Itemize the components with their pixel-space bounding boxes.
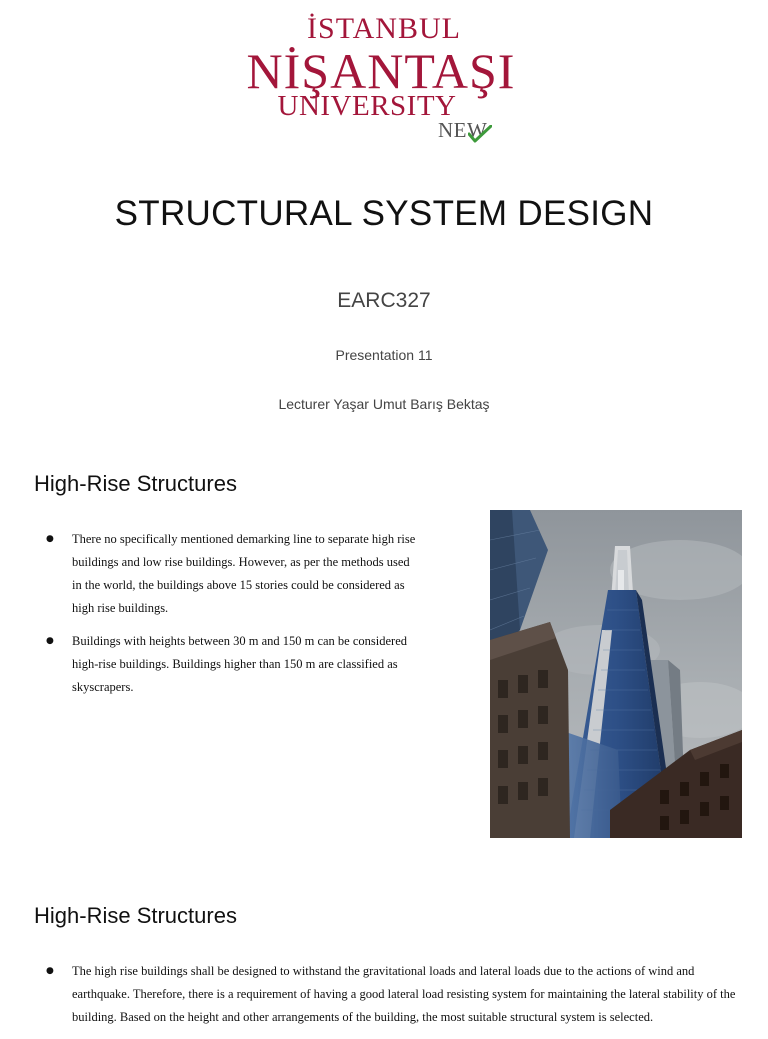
bullet-list (72, 528, 417, 709)
presentation-number: Presentation 11 (335, 347, 433, 363)
logo-line-university: UNIVERSITY (277, 90, 457, 122)
section-heading: High-Rise Structures (34, 903, 237, 928)
list-item: ● Buildings with heights between 30 m and 150 m can be considered high-rise buildings. Buildings higher than 150 m are classified as skyscrapers. (72, 630, 417, 699)
university-logo (0, 8, 768, 142)
logo-line-istanbul: İSTANBUL (307, 12, 461, 45)
presentation-title: STRUCTURAL SYSTEM DESIGN (114, 194, 654, 233)
photo-illustration (490, 510, 742, 838)
logo-new-tag: NEW (438, 118, 488, 142)
list-item: ● The high rise buildings shall be designed to withstand the gravitational loads and lateral loads due to the actions of wind and earthquake. Therefore, there is a requirement of having a good lateral load resisting system for maintaining the lateral stability of the building. Based on the height and other arrangements of the building, the most suitable structural system is selected. (72, 960, 742, 1029)
lecturer-name: Lecturer Yaşar Umut Barış Bektaş (278, 396, 490, 412)
course-code: EARC327 (337, 289, 431, 312)
section-heading: High-Rise Structures (34, 471, 237, 496)
logo-line-nisantasi: NİŞANTAŞI (246, 43, 516, 99)
list-item: ● There no specifically mentioned demarking line to separate high rise buildings and low rise buildings. However, as per the methods used in the world, the buildings above 15 stories could be considered as high rise buildings. (72, 528, 417, 620)
checkmark-icon (468, 125, 492, 143)
skyscraper-photo (490, 510, 742, 838)
bullet-list (72, 960, 742, 1039)
